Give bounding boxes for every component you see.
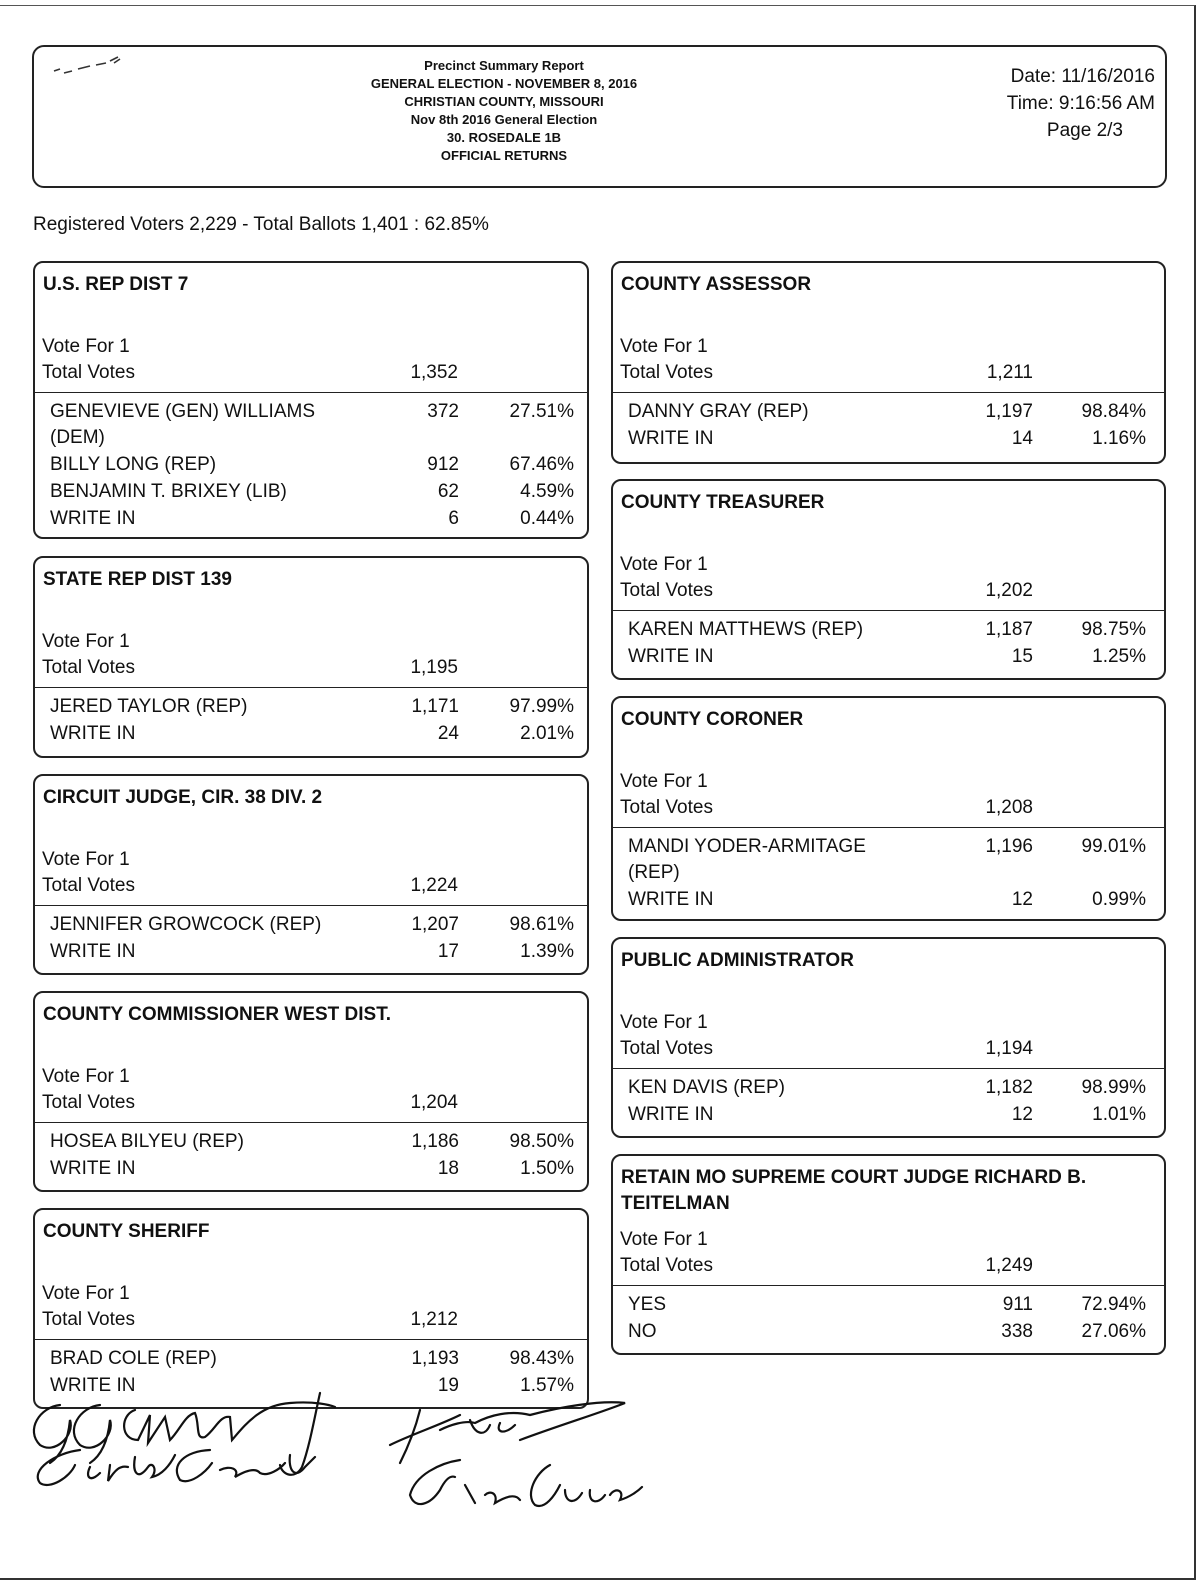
- candidate-votes: 1,193: [411, 1348, 459, 1369]
- total-votes-value: 1,212: [410, 1309, 458, 1330]
- candidate-name: WRITE IN: [628, 1104, 714, 1125]
- candidate-votes: 372: [427, 401, 459, 422]
- candidate-name: YES: [628, 1294, 667, 1315]
- vote-for-label: Vote For 1: [620, 1229, 708, 1250]
- candidate-percent: 27.51%: [509, 401, 574, 422]
- contest-title: U.S. REP DIST 7: [43, 274, 189, 295]
- total-separator: [613, 827, 1164, 828]
- candidate-votes: 1,171: [411, 696, 459, 717]
- candidate-percent: 98.43%: [509, 1348, 574, 1369]
- vote-for-label: Vote For 1: [42, 1066, 130, 1087]
- candidate-name: WRITE IN: [50, 1375, 136, 1396]
- candidate-percent: 2.01%: [520, 723, 574, 744]
- vote-for-label: Vote For 1: [620, 336, 708, 357]
- contest-box: [611, 261, 1166, 464]
- total-votes-value: 1,204: [410, 1092, 458, 1113]
- contest-title: PUBLIC ADMINISTRATOR: [621, 950, 854, 971]
- candidate-percent: 4.59%: [520, 481, 574, 502]
- candidate-percent: 27.06%: [1081, 1321, 1146, 1342]
- candidate-percent: 1.01%: [1092, 1104, 1146, 1125]
- candidate-name: WRITE IN: [628, 646, 714, 667]
- candidate-votes: 1,186: [411, 1131, 459, 1152]
- report-time: Time: 9:16:56 AM: [1006, 93, 1155, 114]
- candidate-name: JENNIFER GROWCOCK (REP): [50, 914, 322, 935]
- candidate-votes: 1,187: [985, 619, 1033, 640]
- candidate-votes: 17: [437, 941, 459, 962]
- report-header: [32, 45, 1167, 188]
- candidate-name: GENEVIEVE (GEN) WILLIAMS: [50, 401, 315, 422]
- candidate-votes: 12: [1011, 1104, 1033, 1125]
- candidate-votes: 14: [1011, 428, 1033, 449]
- total-votes-label: Total Votes: [620, 362, 713, 383]
- vote-for-label: Vote For 1: [620, 771, 708, 792]
- total-separator: [35, 392, 587, 393]
- contest-title: COUNTY CORONER: [621, 709, 804, 730]
- candidate-name: BRAD COLE (REP): [50, 1348, 217, 1369]
- contest-box: [33, 1208, 589, 1409]
- total-votes-label: Total Votes: [42, 657, 135, 678]
- candidate-percent: 1.39%: [520, 941, 574, 962]
- candidate-votes: 338: [1001, 1321, 1033, 1342]
- candidate-votes: 1,207: [411, 914, 459, 935]
- report-title-block: [334, 57, 674, 165]
- candidate-votes: 911: [1002, 1294, 1033, 1315]
- vote-for-label: Vote For 1: [42, 336, 130, 357]
- candidate-votes: 1,182: [985, 1077, 1033, 1098]
- total-votes-label: Total Votes: [42, 362, 135, 383]
- candidate-percent: 1.57%: [520, 1375, 574, 1396]
- candidate-name: DANNY GRAY (REP): [628, 401, 809, 422]
- candidate-party: (REP): [628, 862, 680, 883]
- contest-box: [33, 261, 589, 539]
- candidate-percent: 1.25%: [1092, 646, 1146, 667]
- candidate-votes: 62: [437, 481, 459, 502]
- contest-box: [33, 774, 589, 975]
- total-separator: [613, 610, 1164, 611]
- vote-for-label: Vote For 1: [42, 1283, 130, 1304]
- total-separator: [35, 905, 587, 906]
- total-votes-value: 1,208: [985, 797, 1033, 818]
- contest-box: [611, 937, 1166, 1138]
- candidate-votes: 1,196: [985, 836, 1033, 857]
- candidate-name: BENJAMIN T. BRIXEY (LIB): [50, 481, 287, 502]
- candidate-name: WRITE IN: [50, 941, 136, 962]
- contest-box: [611, 696, 1166, 921]
- candidate-percent: 98.61%: [509, 914, 574, 935]
- candidate-votes: 15: [1011, 646, 1033, 667]
- candidate-votes: 24: [437, 723, 459, 744]
- candidate-name: JERED TAYLOR (REP): [50, 696, 248, 717]
- registered-voters-summary: Registered Voters 2,229 - Total Ballots 1,401 : 62.85%: [33, 214, 489, 235]
- candidate-name: KAREN MATTHEWS (REP): [628, 619, 864, 640]
- candidate-votes: 12: [1011, 889, 1033, 910]
- county-name: CHRISTIAN COUNTY, MISSOURI: [404, 94, 604, 109]
- total-separator: [35, 1122, 587, 1123]
- candidate-name: WRITE IN: [628, 428, 714, 449]
- total-votes-label: Total Votes: [620, 1255, 713, 1276]
- candidate-percent: 1.16%: [1092, 428, 1146, 449]
- candidate-percent: 72.94%: [1081, 1294, 1146, 1315]
- election-subtitle: Nov 8th 2016 General Election: [410, 112, 598, 127]
- total-separator: [35, 1339, 587, 1340]
- contest-title: COUNTY COMMISSIONER WEST DIST.: [43, 1004, 392, 1025]
- total-votes-label: Total Votes: [42, 875, 135, 896]
- precinct-name: 30. ROSEDALE 1B: [446, 130, 562, 145]
- election-name: GENERAL ELECTION - NOVEMBER 8, 2016: [370, 76, 638, 91]
- candidate-percent: 67.46%: [509, 454, 574, 475]
- contest-box: [33, 991, 589, 1192]
- contest-box: [611, 479, 1166, 680]
- candidate-name: WRITE IN: [50, 508, 136, 529]
- candidate-percent: 1.50%: [520, 1158, 574, 1179]
- total-votes-label: Total Votes: [620, 580, 713, 601]
- candidate-votes: 19: [437, 1375, 459, 1396]
- signature-icon: [20, 1385, 660, 1535]
- page-number: Page 2/3: [1046, 120, 1123, 141]
- candidate-percent: 98.75%: [1081, 619, 1146, 640]
- candidate-votes: 6: [448, 508, 459, 529]
- total-votes-value: 1,202: [985, 580, 1033, 601]
- total-votes-value: 1,352: [410, 362, 458, 383]
- candidate-party: (DEM): [50, 427, 105, 448]
- vote-for-label: Vote For 1: [620, 1012, 708, 1033]
- vote-for-label: Vote For 1: [620, 554, 708, 575]
- returns-type: OFFICIAL RETURNS: [440, 148, 568, 163]
- candidate-name: NO: [628, 1321, 657, 1342]
- candidate-votes: 1,197: [985, 401, 1033, 422]
- pen-scribble-icon: [48, 51, 138, 81]
- candidate-percent: 98.84%: [1081, 401, 1146, 422]
- candidate-name: WRITE IN: [628, 889, 714, 910]
- total-votes-value: 1,224: [410, 875, 458, 896]
- report-meta: [1007, 63, 1155, 144]
- candidate-percent: 0.99%: [1092, 889, 1146, 910]
- contest-title: COUNTY ASSESSOR: [621, 274, 812, 295]
- candidate-votes: 912: [427, 454, 459, 475]
- candidate-percent: 98.99%: [1081, 1077, 1146, 1098]
- total-separator: [613, 392, 1164, 393]
- contest-title: RETAIN MO SUPREME COURT JUDGE RICHARD B. TEITELMAN: [621, 1167, 1087, 1214]
- candidate-percent: 98.50%: [509, 1131, 574, 1152]
- total-separator: [613, 1068, 1164, 1069]
- contest-box: [611, 1154, 1166, 1355]
- candidate-percent: 99.01%: [1081, 836, 1146, 857]
- candidate-percent: 0.44%: [520, 508, 574, 529]
- total-votes-value: 1,249: [985, 1255, 1033, 1276]
- vote-for-label: Vote For 1: [42, 849, 130, 870]
- vote-for-label: Vote For 1: [42, 631, 130, 652]
- contest-title: COUNTY SHERIFF: [43, 1221, 210, 1242]
- report-date: Date: 11/16/2016: [1010, 66, 1155, 87]
- total-votes-label: Total Votes: [620, 797, 713, 818]
- contest-title: CIRCUIT JUDGE, CIR. 38 DIV. 2: [43, 787, 323, 808]
- total-votes-label: Total Votes: [620, 1038, 713, 1059]
- candidate-name: WRITE IN: [50, 723, 136, 744]
- total-votes-label: Total Votes: [42, 1092, 135, 1113]
- candidate-percent: 97.99%: [509, 696, 574, 717]
- total-votes-value: 1,195: [410, 657, 458, 678]
- total-separator: [613, 1285, 1164, 1286]
- candidate-name: KEN DAVIS (REP): [628, 1077, 785, 1098]
- total-votes-label: Total Votes: [42, 1309, 135, 1330]
- total-separator: [35, 687, 587, 688]
- candidate-name: HOSEA BILYEU (REP): [50, 1131, 244, 1152]
- contest-title: COUNTY TREASURER: [621, 492, 825, 513]
- candidate-name: MANDI YODER-ARMITAGE: [628, 836, 866, 857]
- candidate-name: WRITE IN: [50, 1158, 136, 1179]
- contest-title: STATE REP DIST 139: [43, 569, 232, 590]
- contest-box: [33, 556, 589, 758]
- report-title: Precinct Summary Report: [424, 58, 584, 73]
- candidate-votes: 18: [437, 1158, 459, 1179]
- total-votes-value: 1,211: [986, 362, 1033, 383]
- candidate-name: BILLY LONG (REP): [50, 454, 217, 475]
- total-votes-value: 1,194: [985, 1038, 1033, 1059]
